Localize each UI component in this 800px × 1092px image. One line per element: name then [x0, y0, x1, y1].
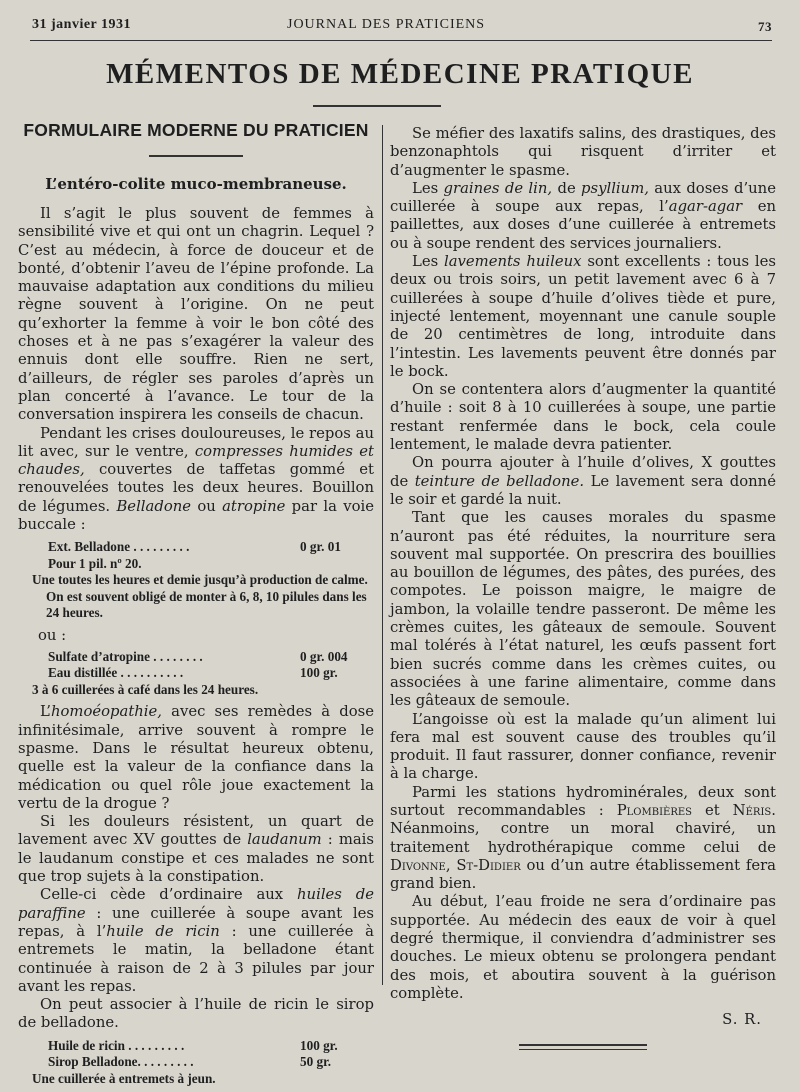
section-heading: FORMULAIRE MODERNE DU PRATICIEN: [23, 120, 369, 140]
author-signature: S. R.: [722, 1011, 762, 1029]
right-column: [390, 125, 776, 1050]
rx-line: Eau distillée . . . . . . . . . . 100 gr.: [48, 665, 338, 681]
paragraph: Les graines de lin, de psyllium, aux doses d’une cuillerée à soupe aux repas, l’agar-agar en paillettes, aux doses d’une cuillerée à entremets ou à soupe rendent des services journaliers.: [390, 179, 776, 252]
paragraph: Tant que les causes morales du spasme n’auront pas été réduites, la nourriture sera souvent mal supportée. On prescrira des bouillies au bouillon de légumes, des pâtes, des purées, des compotes. Le poisson maigre, le maigre de jambon, la volaille tendre passeront. De même les crèmes cuites, les gâteaux de semoule. Souvent mal tolérés à l’état naturel, les œufs passent fort bien sucrés comme dans les crèmes cuites, ou associées à une farine alimentaire, comme dans les gâteaux de semoule.: [390, 509, 776, 710]
paragraph: Parmi les stations hydrominérales, deux sont surtout recommandables : Plombières et Néris. Néanmoins, contre un moral chaviré, un traitement hydrothérapique comme celui de Divonne, St-Didier ou d’un autre établissement fera grand bien.: [390, 783, 776, 893]
article-title: L’entéro-colite muco-membraneuse.: [45, 175, 347, 193]
section-rule: [149, 155, 243, 157]
paragraph: Il s’agit le plus souvent de femmes à sensibilité vive et qui ont un chagrin. Lequel ? C’est au médecin, à force de douceur et de bonté, d’obtenir l’aveu de l’épine profonde. La mauvaise adaptation aux conditions du milieu règne souvent à l’origine. On ne peut qu’exhorter la femme à voir le bon côté des choses et à ne pas s’exagérer la valeur des ennuis dont elle souffre. Rien ne sert, d’ailleurs, de régler ses paroles d’après un plan concerté à l’avance. Le tour de la conversation inspirera les conseils de chacun.: [18, 205, 374, 424]
paragraph: L’homoéopathie, avec ses remèdes à dose infinitésimale, arrive souvent à rompre le spasme. Dans le résultat heureux obtenu, quelle est la valeur de la confiance dans la médication ou quel rôle joue exactement la vertu de la drogue ?: [18, 703, 374, 812]
paragraph: On peut associer à l’huile de ricin le sirop de belladone.: [18, 996, 374, 1032]
end-rule: [519, 1044, 647, 1050]
alternative-label: ou :: [38, 626, 67, 644]
rx-line: Sirop Belladone. . . . . . . . . 50 gr.: [48, 1054, 332, 1070]
rx-line: Pour 1 pil. nº 20.: [48, 555, 142, 571]
prescription-ricin: [18, 1038, 374, 1088]
paragraph: On se contentera alors d’augmenter la quantité d’huile : soit 8 à 10 cuillerées à soupe, une partie restant renfermée dans le bock, cela coule lentement, le malade devra patienter.: [390, 381, 776, 454]
rx-line: Ext. Belladone . . . . . . . . . 0 gr. 01: [48, 539, 341, 555]
issue-date: 31 janvier 1931: [32, 17, 132, 32]
rx-line: Huile de ricin . . . . . . . . . 100 gr.: [48, 1037, 338, 1053]
journal-name: JOURNAL DES PRATICIENS: [287, 17, 486, 32]
paragraph: Les lavements huileux sont excellents : tous les deux ou trois soirs, un petit lavement avec 6 à 7 cuillerées à soupe d’huile d’olives tiède et pure, injecté lentement, moyennant une canule souple de 20 centimètres de long, introduite dans l’intestin. Les lavements peuvent être donnés par le bock.: [390, 253, 776, 380]
page-number: 73: [758, 19, 772, 34]
rx-line: Sulfate d’atropine . . . . . . . . 0 gr. 004: [48, 648, 348, 664]
paragraph: Au début, l’eau froide ne sera d’ordinaire pas supportée. Au médecin des eaux de voir à quel degré thermique, il conviendra d’administrer ses douches. Le mieux obtenu se prolongera pendant des mois, et aboutira souvent à la guérison complète.: [390, 893, 776, 1002]
paragraph: Si les douleurs résistent, un quart de lavement avec XV gouttes de laudanum : mais le laudanum constipe et ces malades ne sont que trop sujets à la constipation.: [18, 813, 374, 886]
prescription-atropine: [18, 649, 374, 699]
paragraph: Se méfier des laxatifs salins, des drastiques, des benzonaphtols qui risquent d’irriter et d’augmenter le spasme.: [390, 125, 776, 179]
page-title: MÉMENTOS DE MÉDECINE PRATIQUE: [106, 58, 694, 90]
header-rule: [30, 40, 772, 41]
rx-instruction: Une cuillerée à entremets à jeun.: [32, 1070, 216, 1086]
paragraph: Celle-ci cède d’ordinaire aux huiles de paraffine : une cuillerée à soupe avant les repas, à l’huile de ricin : une cuillerée à entremets le matin, la belladone étant continuée à raison de 2 à 3 pilules par jour avant les repas.: [18, 886, 374, 995]
paragraph: L’angoisse où est la malade qu’un aliment lui fera mal est souvent cause des troubles qu’il produit. Il faut rassurer, donner confiance, revenir à la charge.: [390, 710, 776, 783]
prescription-belladone: [18, 539, 374, 622]
running-header: [32, 17, 772, 37]
rx-instruction: Une toutes les heures et demie jusqu’à production de calme. On est souvent obligé de monter à 6, 8, 10 pilules dans les 24 heures.: [32, 572, 368, 621]
paragraph: Pendant les crises douloureuses, le repos au lit avec, sur le ventre, compresses humides et chaudes, couvertes de taffetas gommé et renouvelées toutes les deux heures. Bouillon de légumes. Belladone ou atropine par la voie buccale :: [18, 424, 374, 534]
column-divider: [382, 125, 383, 985]
left-column: [18, 120, 374, 1092]
paragraph: On pourra ajouter à l’huile d’olives, X gouttes de teinture de belladone. Le lavement sera donné le soir et gardé la nuit.: [390, 454, 776, 508]
title-rule: [313, 105, 441, 107]
rx-instruction: 3 à 6 cuillerées à café dans les 24 heures.: [32, 681, 259, 697]
